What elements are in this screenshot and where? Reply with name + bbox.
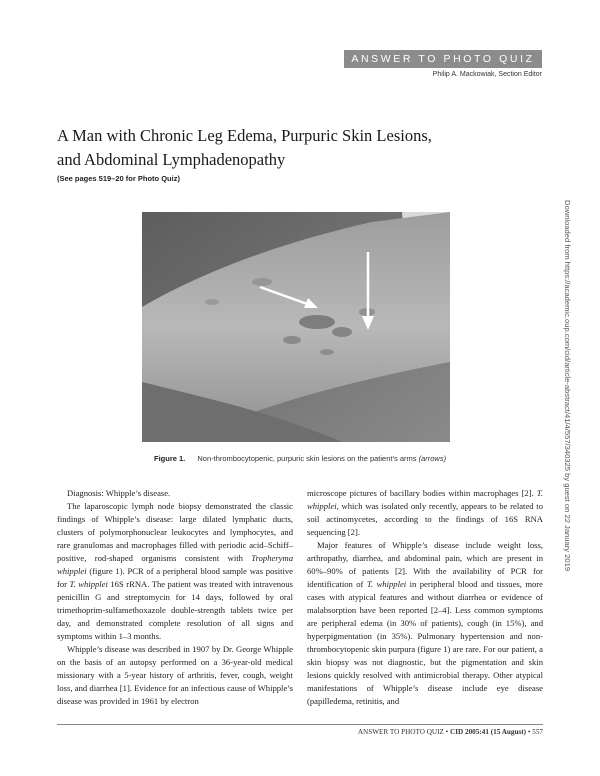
organism-short-name: T. whipplei [69,579,108,589]
microscopy-paragraph [307,487,543,539]
footer-section: ANSWER TO PHOTO QUIZ [357,728,444,736]
features-text-b: in peripheral blood and tissues, more cases with atypical features and without diarrhea or evidence of malabsorption have been reported [2–4]. Less common symptoms are peripheral edema (in 30% of patients), cough (in 15%), and hyperpigmentation (in 35%). Pulmonary hypertension and non-thrombocytopenic skin purpura (figure 1) are rare. For our patient, a skin biopsy was not diagnostic, but the pigmentation and skin lesions quickly resolved with antimicrobial therapy. Other atypical manifestations of Whipple’s disease include eye disease (papilledema, retinitis, and [307,579,543,706]
microscopy-text-a: microscope pictures of bacillary bodies within macrophages [2]. [307,488,537,498]
figure-label: Figure 1. [154,454,186,463]
footer-citation: 2005:41 (15 August) [464,728,527,736]
download-watermark: Downloaded from https://academic.oup.com/cid/article-abstract/41/4/557/340325 by guest on 22 January 2019 [563,200,572,572]
diagnosis-paragraph: Diagnosis: Whipple’s disease. [67,488,171,498]
skin-lesion-photo [142,212,450,442]
body-column-left [57,487,293,708]
article-title-line-2: and Abdominal Lymphadenopathy [57,150,286,169]
figure-caption-text: Non-thrombocytopenic, purpuric skin lesions on the patient’s arms [197,454,417,463]
microscopy-text-b: , which was isolated only recently, appears to be related to soil actinomycetes, according to the findings of 16S RNA sequencing [2]. [307,501,543,537]
article-title-line-1: A Man with Chronic Leg Edema, Purpuric Skin Lesions, [57,126,432,145]
biopsy-paragraph [57,500,293,643]
figure-caption-paren: (arrows) [418,454,447,463]
section-banner: ANSWER TO PHOTO QUIZ [344,50,542,68]
footer-journal: CID [450,728,464,736]
biopsy-text-c: 16S rRNA. The patient was treated with intravenous penicillin G and streptomycin for 14 days, followed by oral trimethoprim-sulfamethoxazole double-strength tablets twice per day, and demonstrated complete resolution of all signs and symptoms within 1–3 months. [57,579,293,641]
features-text-a: Major features of Whipple’s disease include weight loss, arthropathy, diarrhea, and abdominal pain, which are present in 60%–90% of patients [2]. With the availability of PCR for identification of [307,540,543,589]
features-paragraph [307,539,543,708]
history-paragraph: Whipple’s disease was described in 1907 by Dr. George Whipple on the basis of an autopsy performed on a 36-year-old medical missionary with a 5-year history of arthritis, fever, cough, weight loss, and diarrhea [1]. Evidence for an infectious cause of Whipple’s disease was provided in 1961 by electron [57,644,293,706]
figure-photo [142,212,450,442]
article-subtitle: (See pages 519–20 for Photo Quiz) [57,174,180,183]
page-footer: ANSWER TO PHOTO QUIZ • CID 2005:41 (15 August) • 557 [357,728,543,736]
footer-page-number: 557 [532,728,543,736]
section-editor: Philip A. Mackowiak, Section Editor [432,71,542,78]
organism-short-name: T. whipplei [307,488,543,511]
biopsy-text-a: The laparoscopic lymph node biopsy demonstrated the classic findings of Whipple’s disease: large dilated lymphatic ducts, clusters of polymorphonuclear leukocytes and lymphocytes, and rare granulomas and macrophages filled with periodic acid–Schiff–positive, rod-shaped organisms consistent with [57,501,293,563]
footer-divider [57,724,543,725]
article-title [57,124,497,172]
organism-short-name: T. whipplei [366,579,407,589]
biopsy-text-b: (figure 1). PCR of a peripheral blood sample was positive for [57,566,293,589]
figure-caption [154,454,446,463]
organism-name: Tropheryma whipplei [57,553,293,576]
body-column-right [307,487,543,708]
